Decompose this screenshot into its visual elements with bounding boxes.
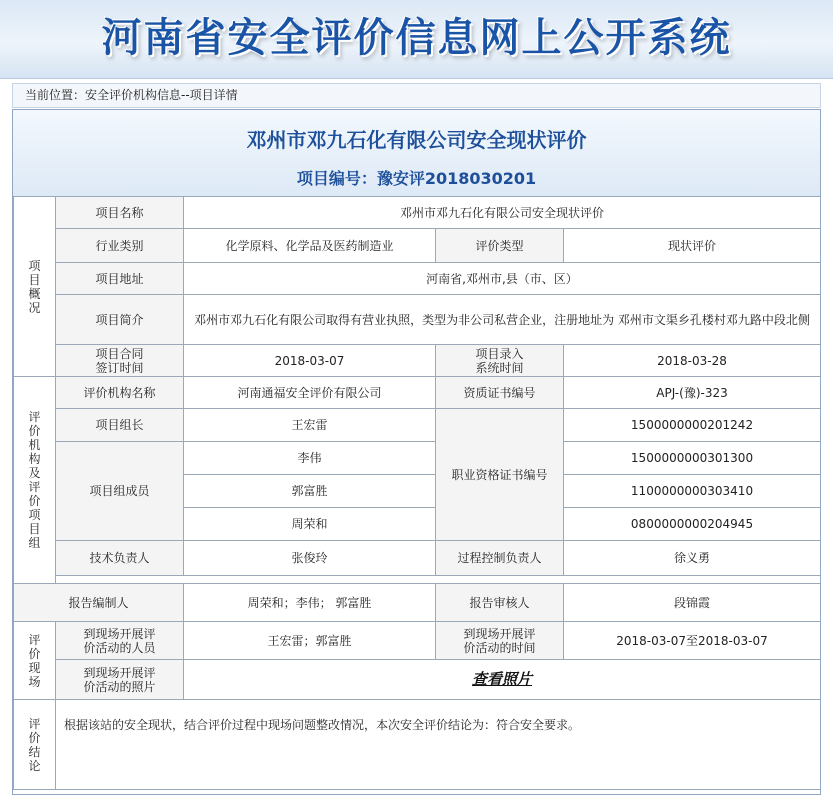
value-author: 周荣和；李伟； 郭富胜 bbox=[184, 584, 436, 622]
value-qual-no-3: 1100000000303410 bbox=[564, 475, 821, 508]
row-member-1 bbox=[14, 442, 821, 475]
row-address bbox=[14, 263, 821, 295]
label-members: 项目组成员 bbox=[56, 442, 184, 541]
row-spacer bbox=[14, 576, 821, 584]
value-conclusion: 根据该站的安全现状，结合评价过程中现场问题整改情况，本次安全评价结论为：符合安全要求。 bbox=[56, 700, 821, 790]
view-photos-link[interactable]: 查看照片 bbox=[471, 670, 532, 688]
label-agency: 评价机构名称 bbox=[56, 377, 184, 409]
project-detail-table bbox=[13, 196, 821, 790]
value-eval-type: 现状评价 bbox=[564, 229, 821, 263]
row-site-people bbox=[14, 622, 821, 660]
row-conclusion bbox=[14, 700, 821, 790]
section-overview bbox=[14, 197, 56, 377]
value-intro: 邓州市邓九石化有限公司取得有营业执照，类型为非公司私营企业，注册地址为 邓州市文渠乡孔楼村邓九路中段北侧 bbox=[184, 295, 821, 345]
label-author: 报告编制人 bbox=[14, 584, 184, 622]
label-site-time: 到现场开展评 价活动的时间 bbox=[436, 622, 564, 660]
label-tech: 技术负责人 bbox=[56, 541, 184, 576]
label-site-people: 到现场开展评 价活动的人员 bbox=[56, 622, 184, 660]
value-agency: 河南通福安全评价有限公司 bbox=[184, 377, 436, 409]
value-industry: 化学原料、化学品及医药制造业 bbox=[184, 229, 436, 263]
value-entry-date: 2018-03-28 bbox=[564, 345, 821, 377]
project-header bbox=[13, 110, 820, 197]
label-leader: 项目组长 bbox=[56, 409, 184, 442]
label-intro: 项目简介 bbox=[56, 295, 184, 345]
label-cert-no: 资质证书编号 bbox=[436, 377, 564, 409]
section-conclusion bbox=[14, 700, 56, 790]
site-banner bbox=[0, 0, 833, 79]
project-detail-panel bbox=[12, 109, 821, 795]
value-project-name: 邓州市邓九石化有限公司安全现状评价 bbox=[184, 197, 821, 229]
breadcrumb: 当前位置：安全评价机构信息--项目详情 bbox=[12, 83, 821, 108]
value-qual-no-4: 0800000000204945 bbox=[564, 508, 821, 541]
label-entry-date: 项目录入 系统时间 bbox=[436, 345, 564, 377]
value-member-2: 郭富胜 bbox=[184, 475, 436, 508]
value-qual-no-1: 1500000000201242 bbox=[564, 409, 821, 442]
label-eval-type: 评价类型 bbox=[436, 229, 564, 263]
project-title: 邓州市邓九石化有限公司安全现状评价 bbox=[246, 128, 587, 152]
value-qual-no-2: 1500000000301300 bbox=[564, 442, 821, 475]
label-process: 过程控制负责人 bbox=[436, 541, 564, 576]
value-leader: 王宏雷 bbox=[184, 409, 436, 442]
section-label: 项 目 概 况 bbox=[28, 258, 41, 315]
photo-cell bbox=[184, 660, 821, 700]
row-project-name bbox=[14, 197, 821, 229]
row-agency bbox=[14, 377, 821, 409]
label-contract-date: 项目合同 签订时间 bbox=[56, 345, 184, 377]
label-qual-no: 职业资格证书编号 bbox=[436, 409, 564, 541]
label-reviewer: 报告审核人 bbox=[436, 584, 564, 622]
value-cert-no: APJ-(豫)-323 bbox=[564, 377, 821, 409]
spacer-cell bbox=[56, 576, 821, 584]
value-tech: 张俊玲 bbox=[184, 541, 436, 576]
label-industry: 行业类别 bbox=[56, 229, 184, 263]
value-site-time: 2018-03-07至2018-03-07 bbox=[564, 622, 821, 660]
row-dates bbox=[14, 345, 821, 377]
value-reviewer: 段锦霞 bbox=[564, 584, 821, 622]
label-site-photo: 到现场开展评 价活动的照片 bbox=[56, 660, 184, 700]
project-number: 项目编号：豫安评2018030201 bbox=[296, 169, 537, 188]
value-process: 徐义勇 bbox=[564, 541, 821, 576]
row-leader bbox=[14, 409, 821, 442]
value-member-3: 周荣和 bbox=[184, 508, 436, 541]
label-project-name: 项目名称 bbox=[56, 197, 184, 229]
section-label: 评 价 机 构 及 评 价 项 目 组 bbox=[28, 410, 41, 550]
value-member-1: 李伟 bbox=[184, 442, 436, 475]
row-industry bbox=[14, 229, 821, 263]
site-title: 河南省安全评价信息网上公开系统 bbox=[101, 15, 732, 61]
value-address: 河南省,邓州市,县（市、区） bbox=[184, 263, 821, 295]
row-tech bbox=[14, 541, 821, 576]
value-site-people: 王宏雷；郭富胜 bbox=[184, 622, 436, 660]
section-site bbox=[14, 622, 56, 700]
row-site-photo bbox=[14, 660, 821, 700]
section-label: 评 价 现 场 bbox=[28, 632, 41, 689]
section-agency bbox=[14, 377, 56, 584]
section-label: 评 价 结 论 bbox=[28, 716, 41, 773]
row-report bbox=[14, 584, 821, 622]
label-address: 项目地址 bbox=[56, 263, 184, 295]
row-intro bbox=[14, 295, 821, 345]
value-contract-date: 2018-03-07 bbox=[184, 345, 436, 377]
